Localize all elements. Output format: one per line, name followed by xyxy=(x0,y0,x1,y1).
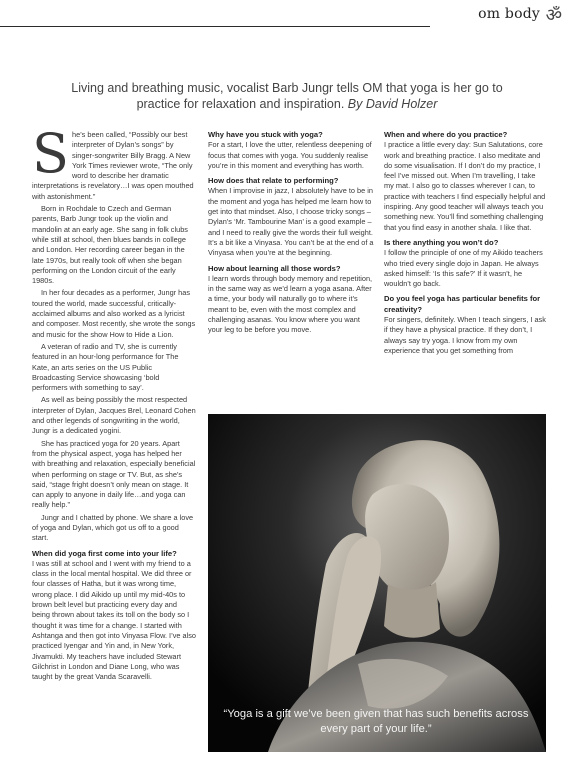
question-heading: Why have you stuck with yoga? xyxy=(208,130,323,139)
question-heading: How about learning all those words? xyxy=(208,263,341,273)
singer-photo xyxy=(208,414,546,752)
paragraph: Jungr and I chatted by phone. We share a love of yoga and Dylan, which got us off to a good start. xyxy=(32,512,194,543)
paragraph: A veteran of radio and TV, she is currently featured in an hour-long performance for The Kate, an arts series on the US Public Broadcasting Service showcasing ‘bold performers with something to say’. xyxy=(32,341,179,393)
column-2 xyxy=(208,130,374,338)
portrait-illustration xyxy=(208,414,546,752)
column-3 xyxy=(384,130,546,358)
answer: For singers, definitely. When I teach singers, I ask if they have a physical practice. If they don’t, I always say try yoga. I know from my own experience that you get something from xyxy=(384,315,546,355)
section-title: om body xyxy=(478,6,540,22)
article-intro xyxy=(52,80,522,112)
question-heading: Do you feel yoga has particular benefits for creativity? xyxy=(384,294,541,314)
answer: When I improvise in jazz, I absolutely have to be in the moment and yoga has helped me learn how to get into that mindset. Also, I choose tricky songs – Dylan’s ‘Mr. Tambourine Man’ is a good example – and I need to really give the words their full weight. It’s a bit like a Vinyasa. You can’t be at the end of a Vinyasa when you’re at the beginning. xyxy=(208,186,374,258)
paragraph: As well as being possibly the most respected interpreter of Dylan, Jacques Brel, Leonard Cohen and other legends of songwriting in the world, Jungr is a dedicated yogini. xyxy=(32,395,196,436)
om-symbol-icon: ॐ xyxy=(545,5,562,26)
byline: By David Holzer xyxy=(347,97,438,111)
answer: I practice a little every day: Sun Salutations, core work and breathing practice. I also meditate and do some visualisation. If I don’t do my practice, I feel I’ve missed out. When I’m travelling, I take my mat. I also go to classes wherever I can, to practice with teachers I find especially helpful and inspiring. Any good teacher will always teach you something new. You’ll find something challenging that you find easy in another shala. I like that. xyxy=(384,140,546,232)
column-1 xyxy=(32,122,196,684)
paragraph: Born in Rochdale to Czech and German parents, Barb Jungr took up the violin and mandolin at an early age. She sang in folk clubs while still at school, then blues bands in college and London. Her recording career began in the late 1970s, but really took off when she began performing on the London circuit of the early 1980s. xyxy=(32,204,188,286)
header-rule xyxy=(0,26,430,27)
question-heading: When did yoga first come into your life? xyxy=(32,548,177,558)
question-heading: How does that relate to performing? xyxy=(208,176,339,186)
question-heading: When and where do you practice? xyxy=(384,130,508,139)
answer: I was still at school and I went with my friend to a class in the local mental hospital. We did three or four classes of Hatha, but it was wrong time, wrong place. I did Aikido up until my mid-40s to brown belt level but practicing every day and being thrown about takes its toll on the body so I thought it was time for a change. I started with Ashtanga and then got into Vinyasa Flow. I’ve also practiced Iyengar and Yin and, in New York, Jivamukti. My teachers have included Stewart Gilchrist in London and Diane Long, who was taught by the great Vanda Scaravelli. xyxy=(32,558,196,682)
answer: For a start, I love the utter, relentless deepening of focus that comes with yoga. You suddenly realise you’re in this moment and everything has worth. xyxy=(208,140,372,170)
question-heading: Is there anything you won’t do? xyxy=(384,237,499,247)
answer: I follow the principle of one of my Aikido teachers who tried every single dojo in Japan. He always asked himself: ‘Is this safe?’ If it wasn’t, he wouldn’t go back. xyxy=(384,248,543,289)
answer: I learn words through body memory and repetition, in the same way as we’d learn a yoga asana. After a time, your body will naturally go to where it’s meant to be, even with the most complex and challenging asanas. You know where you want your leg to be before you move. xyxy=(208,273,373,335)
intro-text: Living and breathing music, vocalist Barb Jungr tells OM that yoga is her go to practice for relaxation and inspiration. xyxy=(71,81,503,111)
drop-cap: S xyxy=(32,122,69,185)
paragraph: he’s been called, “Possibly our best interpreter of Dylan’s songs” by singer-songwriter Billy Bragg. A New York Times reviewer wrote, “The only word to describe her dramatic interpretations is revelatory…I was open mouthed with astonishment.” xyxy=(32,130,194,201)
page-header xyxy=(0,0,574,34)
paragraph: She has practiced yoga for 20 years. Apart from the physical aspect, yoga has helped her with breathing and relaxation, especially beneficial when performing on stage or TV. But, as she’s said, “stage fright doesn’t only mean on stage. It can apply to anyone in daily life…and yoga can really help.” xyxy=(32,438,196,510)
paragraph: In her four decades as a performer, Jungr has toured the world, made successful, critically-acclaimed albums and also worked as a lyricist and composer. Most recently, she wrote the songs and music for the show How to Hide a Lion. xyxy=(32,288,196,339)
pull-quote: “Yoga is a gift we’ve been given that has such benefits across every part of your life.” xyxy=(223,708,529,735)
